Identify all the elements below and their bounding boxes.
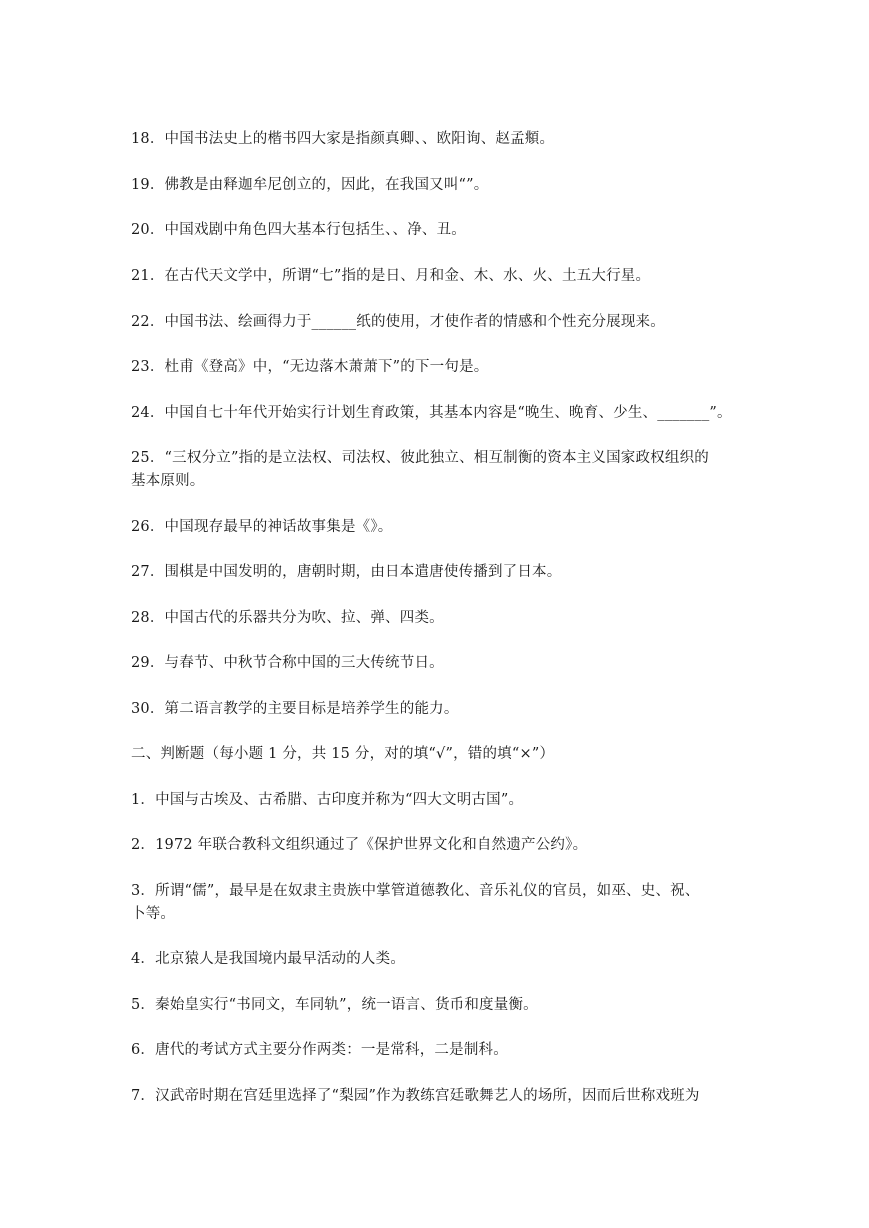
question-22: 22．中国书法、绘画得力于______纸的使用，才使作者的情感和个性充分展现来。	[131, 314, 665, 330]
question-27: 27．围棋是中国发明的，唐朝时期，由日本遣唐使传播到了日本。	[131, 564, 562, 580]
question-25-line-2: 基本原则。	[131, 473, 205, 489]
question-28: 28．中国古代的乐器共分为吹、拉、弹、四类。	[131, 610, 444, 626]
question-21: 21．在古代天文学中，所谓“七”指的是日、月和金、木、水、火、土五大行星。	[131, 268, 651, 284]
judgment-3-line-1: 3．所谓“儒”，最早是在奴隶主贵族中掌管道德教化、音乐礼仪的官员，如巫、史、祝、	[131, 883, 700, 899]
section-heading-judgment: 二、判断题（每小题 1 分，共 15 分，对的填“√”，错的填“×”）	[131, 746, 555, 762]
question-29: 29．与春节、中秋节合称中国的三大传统节日。	[131, 655, 444, 671]
question-20: 20．中国戏剧中角色四大基本行包括生、、净、丑。	[131, 222, 466, 238]
question-19: 19．佛教是由释迦牟尼创立的，因此，在我国又叫“”。	[131, 177, 489, 193]
question-26: 26．中国现存最早的神话故事集是《》。	[131, 519, 393, 535]
judgment-6: 6．唐代的考试方式主要分作两类：一是常科，二是制科。	[131, 1042, 508, 1058]
judgment-5: 5．秦始皇实行“书同文，车同轨”，统一语言、货币和度量衡。	[131, 997, 538, 1013]
question-30: 30．第二语言教学的主要目标是培养学生的能力。	[131, 701, 459, 717]
judgment-3-line-2: 卜等。	[131, 906, 176, 922]
judgment-1: 1．中国与古埃及、古希腊、古印度并称为“四大文明古国”。	[131, 792, 524, 808]
judgment-4: 4．北京猿人是我国境内最早活动的人类。	[131, 951, 406, 967]
question-18: 18．中国书法史上的楷书四大家是指颜真卿、、欧阳询、赵孟頫。	[131, 131, 555, 147]
question-24: 24．中国自七十年代开始实行计划生育政策，其基本内容是“晚生、晚育、少生、_______”。	[131, 405, 732, 421]
question-23: 23．杜甫《登高》中，“无边落木萧萧下”的下一句是。	[131, 359, 489, 375]
judgment-2: 2．1972 年联合教科文组织通过了《保护世界文化和自然遗产公约》。	[131, 837, 588, 853]
judgment-7: 7．汉武帝时期在宫廷里选择了“梨园”作为教练宫廷歌舞艺人的场所，因而后世称戏班为	[131, 1088, 700, 1104]
question-25-line-1: 25．“三权分立”指的是立法权、司法权、彼此独立、相互制衡的资本主义国家政权组织的	[131, 450, 709, 466]
